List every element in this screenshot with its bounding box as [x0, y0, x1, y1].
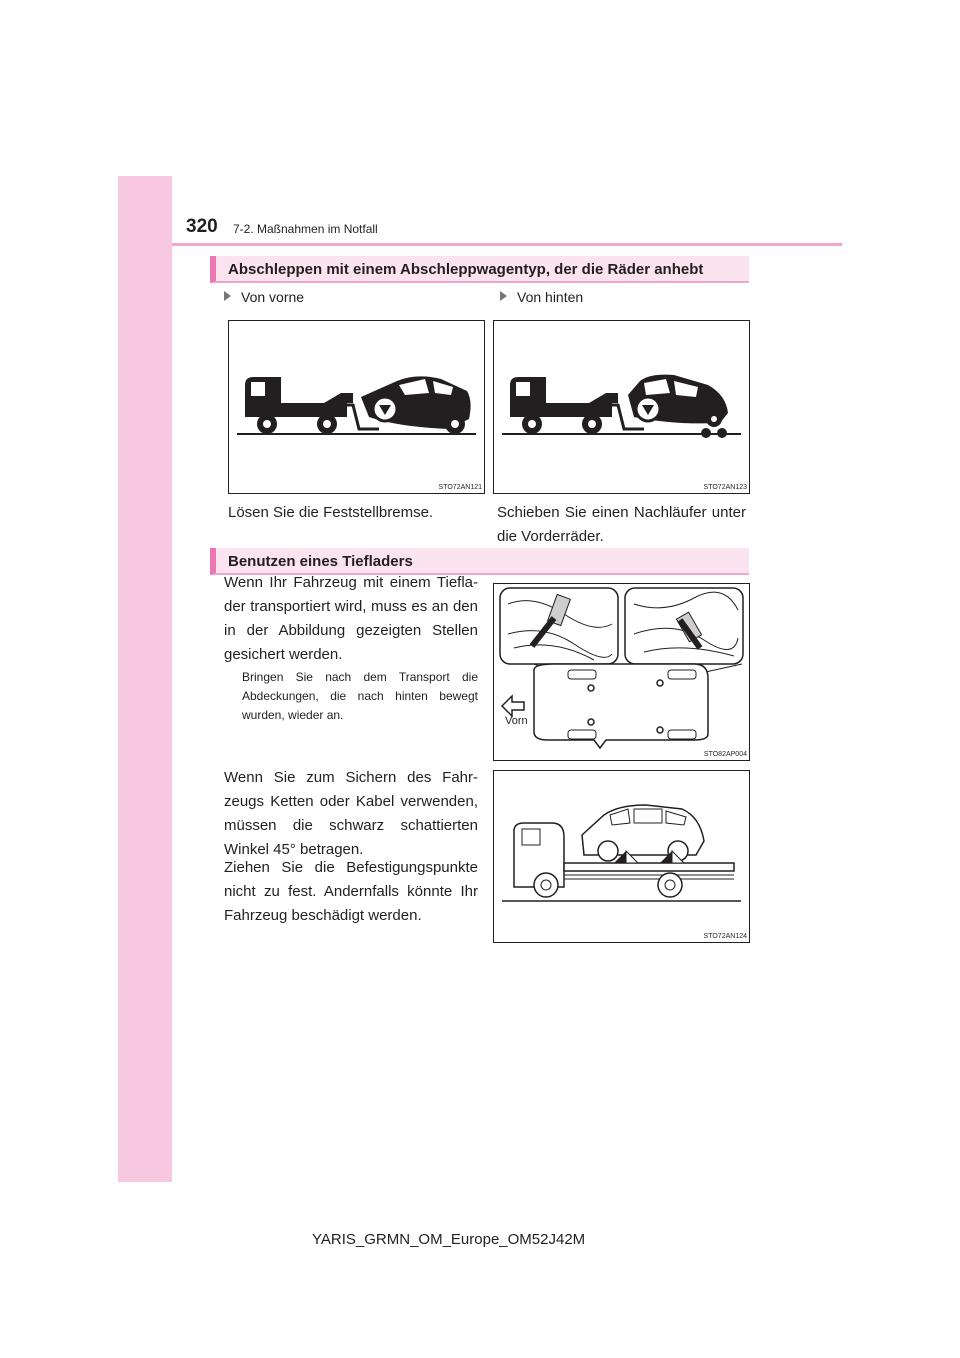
subheading-rear-label: Von hinten [517, 289, 584, 305]
front-direction-label: Vorn [505, 715, 528, 727]
page-number: 320 [186, 216, 218, 237]
footer-document-id: YARIS_GRMN_OM_Europe_OM52J42M [312, 1231, 586, 1248]
figure-tow-rear [493, 320, 750, 494]
subheading-rear [500, 289, 583, 305]
rear-instruction: Schieben Sie einen Nachläufer unter die Vorderräder. [497, 504, 746, 545]
tow-truck-rear-illustration [494, 321, 749, 493]
tow-truck-front-illustration [229, 321, 484, 493]
triangle-bullet-icon [500, 291, 507, 301]
figure-code: STO72AN124 [703, 933, 747, 940]
section-heading-wheel-lift [210, 256, 749, 283]
subheading-front [224, 289, 304, 305]
subheading-front-label: Von vorne [241, 289, 305, 305]
figure-flatbed-truck [493, 770, 750, 943]
flatbed-paragraph-1: Wenn Ihr Fahrzeug mit einem Tieflader transportiert wird, muss es an den in der Abbildung gezeigten Stellen gesichert werden. [224, 574, 478, 663]
chapter-sidebar-tab [118, 176, 172, 1182]
figure-code: STO72AN123 [703, 484, 747, 491]
front-instruction: Lösen Sie die Feststellbremse. [228, 504, 434, 521]
flatbed-note: Bringen Sie nach dem Transport die Abdeckungen, die nach hinten bewegt wurden, wieder an. [242, 670, 478, 722]
figure-tie-down-points [493, 583, 750, 761]
figure-code: STO82AP004 [703, 751, 747, 758]
flatbed-truck-illustration [494, 771, 749, 942]
figure-code: STO72AN121 [438, 484, 482, 491]
tie-down-points-illustration [494, 584, 749, 760]
figure-tow-front [228, 320, 485, 494]
header-divider [172, 243, 842, 246]
section-heading-text: Benutzen eines Tiefladers [228, 553, 413, 570]
flatbed-paragraph-3: Ziehen Sie die Befestigungspunkte nicht zu fest. Andernfalls könnte Ihr Fahrzeug beschädigt werden. [224, 859, 478, 924]
section-heading-text: Abschleppen mit einem Abschleppwagentyp, der die Räder anhebt [228, 261, 704, 278]
flatbed-paragraph-2: Wenn Sie zum Sichern des Fahrzeugs Ketten oder Kabel verwenden, müssen die schwarz schattierten Winkel 45° betragen. [224, 769, 478, 858]
triangle-bullet-icon [224, 291, 231, 301]
chapter-title: 7-2. Maßnahmen im Notfall [233, 222, 378, 236]
